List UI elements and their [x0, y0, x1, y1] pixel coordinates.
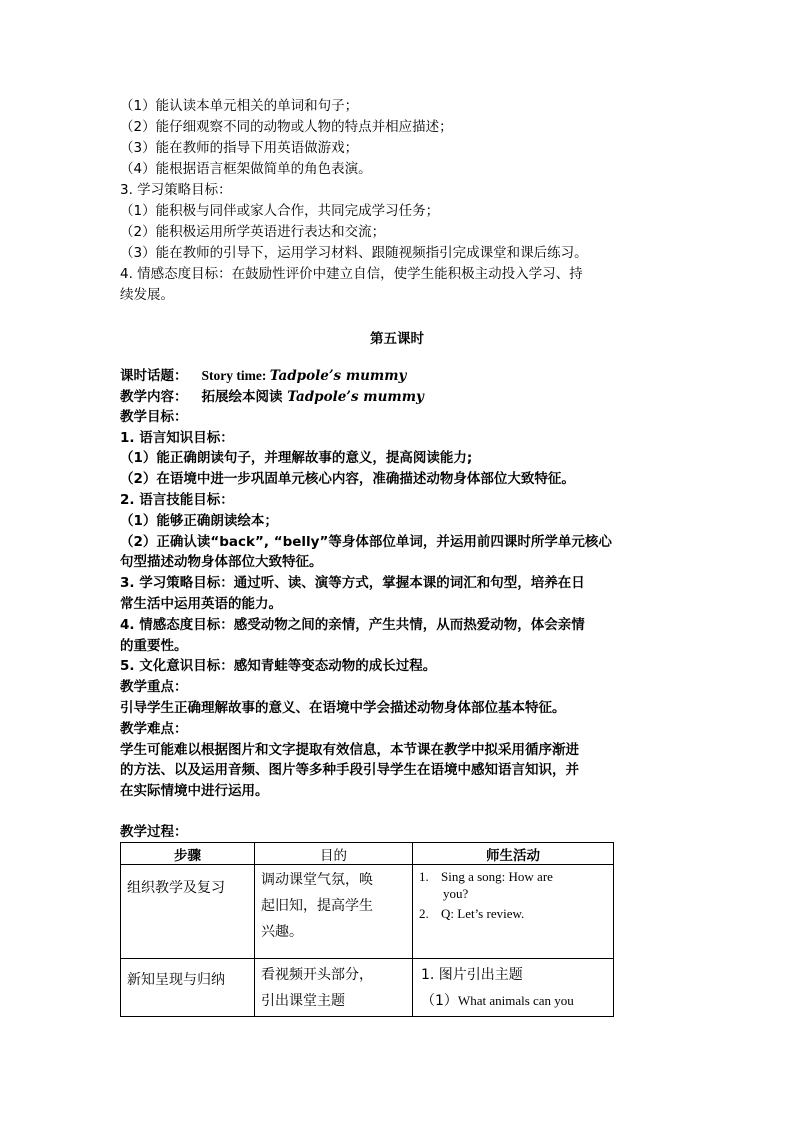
header-purpose: 目的	[255, 843, 413, 865]
purpose-line: 引出课堂主题	[261, 993, 345, 1009]
key-points-heading: 教学重点：	[120, 679, 188, 695]
activity-cell	[413, 959, 614, 1017]
strategy-heading: 3. 学习策略目标：	[120, 182, 232, 198]
activity-text: 1. 图片引出主题	[421, 967, 523, 983]
step-cell	[121, 865, 255, 959]
header-activity: 师生活动	[413, 843, 614, 865]
activity-text: Q: Let’s review.	[441, 906, 525, 921]
purpose-line: 兴趣。	[261, 924, 303, 940]
activity-text-cont: you?	[443, 886, 469, 901]
difficulties-text: 学生可能难以根据图片和文字提取有效信息，本节课在教学中拟采用循序渐进	[120, 742, 579, 758]
difficulties-text: 的方法、以及运用音频、图片等多种手段引导学生在语境中感知语言知识，并	[120, 762, 579, 778]
objectives-heading: 教学目标：	[120, 409, 188, 425]
objective-line: 5. 文化意识目标：感知青蛙等变态动物的成长过程。	[120, 658, 437, 674]
step-text: 新知呈现与归纳	[127, 972, 225, 988]
activity-text: What animals can you	[457, 993, 574, 1008]
topic-title: Tadpole’s mummy	[269, 368, 407, 384]
section-title: 第五课时	[370, 331, 424, 347]
objective-line: （2）正确认读“back”, “belly”等身体部位单词，并运用前四课时所学单元核心	[120, 534, 612, 550]
objective-line: 句型描述动物身体部位大致特征。	[120, 554, 323, 570]
purpose-cell	[255, 959, 413, 1017]
table-row	[121, 959, 614, 1017]
activity-prefix: （1）	[421, 993, 458, 1009]
difficulties-heading: 教学难点：	[120, 721, 188, 737]
objective-line: 的重要性。	[120, 638, 188, 654]
objective-line: 常生活中运用英语的能力。	[120, 596, 282, 612]
content-prefix: 拓展绘本阅读	[201, 389, 288, 405]
process-table	[120, 842, 614, 1017]
purpose-line: 看视频开头部分，	[261, 967, 373, 983]
objective-line: 1. 语言知识目标：	[120, 430, 234, 446]
content-title: Tadpole’s mummy	[287, 389, 424, 405]
goal-item-4: （4）能根据语言框架做简单的角色表演。	[120, 161, 372, 177]
strategy-item-3: （3）能在教师的引导下，运用学习材料、跟随视频指引完成课堂和课后练习。	[120, 245, 588, 261]
process-heading: 教学过程：	[120, 824, 188, 840]
objective-line: 3. 学习策略目标：通过听、读、演等方式，掌握本课的词汇和句型，培养在日	[120, 575, 585, 591]
purpose-cell	[255, 865, 413, 959]
objective-line: 2. 语言技能目标：	[120, 492, 234, 508]
table-header-row	[121, 843, 614, 865]
header-step: 步骤	[121, 843, 255, 865]
goal-item-2: （2）能仔细观察不同的动物或人物的特点并相应描述；	[120, 119, 453, 135]
lesson-content	[120, 387, 424, 407]
objective-line: （1）能够正确朗读绘本；	[120, 513, 278, 529]
step-cell	[121, 959, 255, 1017]
objective-line: （2）在语境中进一步巩固单元核心内容，准确描述动物身体部位大致特征。	[120, 471, 575, 487]
activity-text: Sing a song: How are	[441, 869, 553, 884]
objective-line: （1）能正确朗读句子，并理解故事的意义，提高阅读能力;	[120, 450, 473, 466]
activity-number: 2.	[419, 906, 429, 921]
table-row	[121, 865, 614, 959]
goal-item-3: （3）能在教师的指导下用英语做游戏；	[120, 140, 359, 156]
strategy-item-2: （2）能积极运用所学英语进行表达和交流；	[120, 224, 386, 240]
topic-label: 课时话题：	[120, 368, 188, 384]
emotion-goal-line-2: 续发展。	[120, 287, 174, 303]
content-label: 教学内容：	[120, 389, 188, 405]
activity-number: 1.	[419, 869, 429, 884]
objective-line: 4. 情感态度目标：感受动物之间的亲情，产生共情，从而热爱动物，体会亲情	[120, 617, 585, 633]
emotion-goal-line-1: 4. 情感态度目标：在鼓励性评价中建立自信，使学生能积极主动投入学习、持	[120, 266, 583, 282]
lesson-topic	[120, 366, 406, 386]
activity-cell	[413, 865, 614, 959]
purpose-line: 起旧知，提高学生	[261, 898, 373, 914]
purpose-line: 调动课堂气氛，唤	[261, 872, 373, 888]
difficulties-text: 在实际情境中进行运用。	[120, 783, 269, 799]
strategy-item-1: （1）能积极与同伴或家人合作，共同完成学习任务；	[120, 203, 440, 219]
topic-prefix: Story time:	[201, 368, 270, 383]
key-points-text: 引导学生正确理解故事的意义、在语境中学会描述动物身体部位基本特征。	[120, 700, 566, 716]
goal-item-1: （1）能认读本单元相关的单词和句子；	[120, 98, 359, 114]
step-text: 组织教学及复习	[127, 880, 225, 896]
